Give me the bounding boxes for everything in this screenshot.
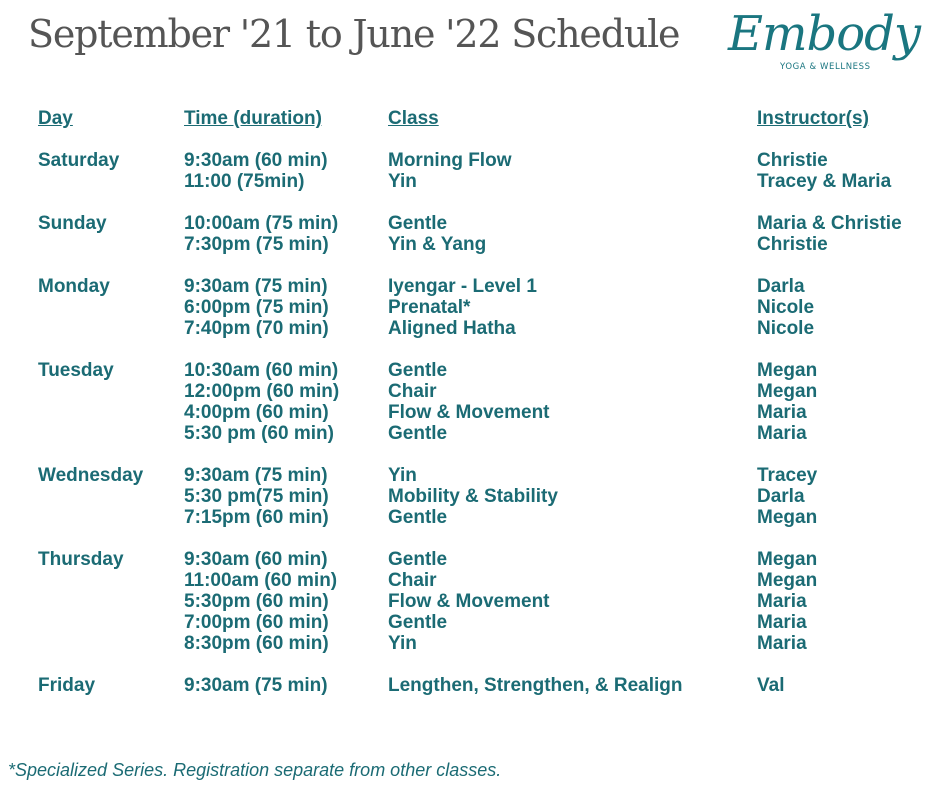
session-class: Mobility & Stability (388, 486, 558, 507)
session-class: Lengthen, Strengthen, & Realign (388, 675, 683, 696)
session-instructor: Christie (757, 234, 828, 255)
day-label: Sunday (38, 213, 107, 234)
session-class: Chair (388, 381, 437, 402)
session-time: 5:30pm (60 min) (184, 591, 329, 612)
session-class: Gentle (388, 213, 448, 234)
session-class: Yin (388, 633, 417, 654)
session-time: 11:00am (60 min) (184, 570, 338, 591)
session-class: Prenatal* (388, 297, 471, 318)
session-instructor: Maria (757, 423, 807, 444)
session-time: 7:15pm (60 min) (184, 507, 329, 528)
session-time: 12:00pm (60 min) (184, 381, 340, 402)
session-time: 8:30pm (60 min) (184, 633, 329, 654)
session-instructor: Megan (757, 360, 818, 381)
session-instructor: Megan (757, 549, 818, 570)
day-label: Thursday (38, 549, 124, 570)
session-instructor: Megan (757, 570, 818, 591)
session-class: Gentle (388, 360, 448, 381)
session-instructor: Tracey & Maria (757, 171, 892, 192)
session-instructor: Nicole (757, 297, 815, 318)
session-class: Chair (388, 570, 437, 591)
session-time: 4:00pm (60 min) (184, 402, 329, 423)
day-label: Wednesday (38, 465, 144, 486)
session-time: 11:00 (75min) (184, 171, 305, 192)
session-instructor: Nicole (757, 318, 815, 339)
session-class: Yin & Yang (388, 234, 487, 255)
session-time: 7:00pm (60 min) (184, 612, 329, 633)
session-class: Flow & Movement (388, 591, 550, 612)
session-instructor: Maria (757, 402, 807, 423)
session-instructor: Val (757, 675, 785, 696)
logo-tagline: YOGA & WELLNESS (780, 62, 871, 72)
session-time: 5:30 pm (60 min) (184, 423, 334, 444)
header-day: Day (38, 108, 73, 129)
session-time: 10:30am (60 min) (184, 360, 339, 381)
header-time: Time (duration) (184, 108, 322, 129)
session-class: Yin (388, 465, 417, 486)
session-time: 10:00am (75 min) (184, 213, 339, 234)
session-time: 9:30am (60 min) (184, 150, 328, 171)
session-class: Iyengar - Level 1 (388, 276, 537, 297)
session-instructor: Darla (757, 486, 805, 507)
session-time: 6:00pm (75 min) (184, 297, 329, 318)
session-instructor: Darla (757, 276, 805, 297)
session-instructor: Maria & Christie (757, 213, 902, 234)
session-time: 9:30am (75 min) (184, 276, 328, 297)
session-class: Gentle (388, 612, 448, 633)
embody-logo (728, 6, 921, 74)
session-class: Yin (388, 171, 417, 192)
session-instructor: Tracey (757, 465, 818, 486)
session-instructor: Maria (757, 633, 807, 654)
session-time: 7:30pm (75 min) (184, 234, 329, 255)
session-instructor: Megan (757, 381, 818, 402)
session-instructor: Megan (757, 507, 818, 528)
session-class: Aligned Hatha (388, 318, 516, 339)
logo-name: Embody (728, 6, 921, 62)
session-time: 9:30am (75 min) (184, 675, 328, 696)
session-time: 5:30 pm(75 min) (184, 486, 329, 507)
session-class: Flow & Movement (388, 402, 550, 423)
session-class: Morning Flow (388, 150, 512, 171)
day-label: Monday (38, 276, 110, 297)
session-instructor: Christie (757, 150, 828, 171)
day-label: Tuesday (38, 360, 114, 381)
session-time: 7:40pm (70 min) (184, 318, 329, 339)
day-label: Saturday (38, 150, 120, 171)
session-instructor: Maria (757, 612, 807, 633)
footnote: *Specialized Series. Registration separate from other classes. (8, 760, 502, 780)
header-class: Class (388, 108, 439, 129)
page-title: September '21 to June '22 Schedule (28, 12, 680, 56)
session-class: Gentle (388, 549, 448, 570)
session-time: 9:30am (75 min) (184, 465, 328, 486)
session-instructor: Maria (757, 591, 807, 612)
session-class: Gentle (388, 423, 448, 444)
session-class: Gentle (388, 507, 448, 528)
day-label: Friday (38, 675, 96, 696)
session-time: 9:30am (60 min) (184, 549, 328, 570)
header-instructor: Instructor(s) (757, 108, 869, 129)
